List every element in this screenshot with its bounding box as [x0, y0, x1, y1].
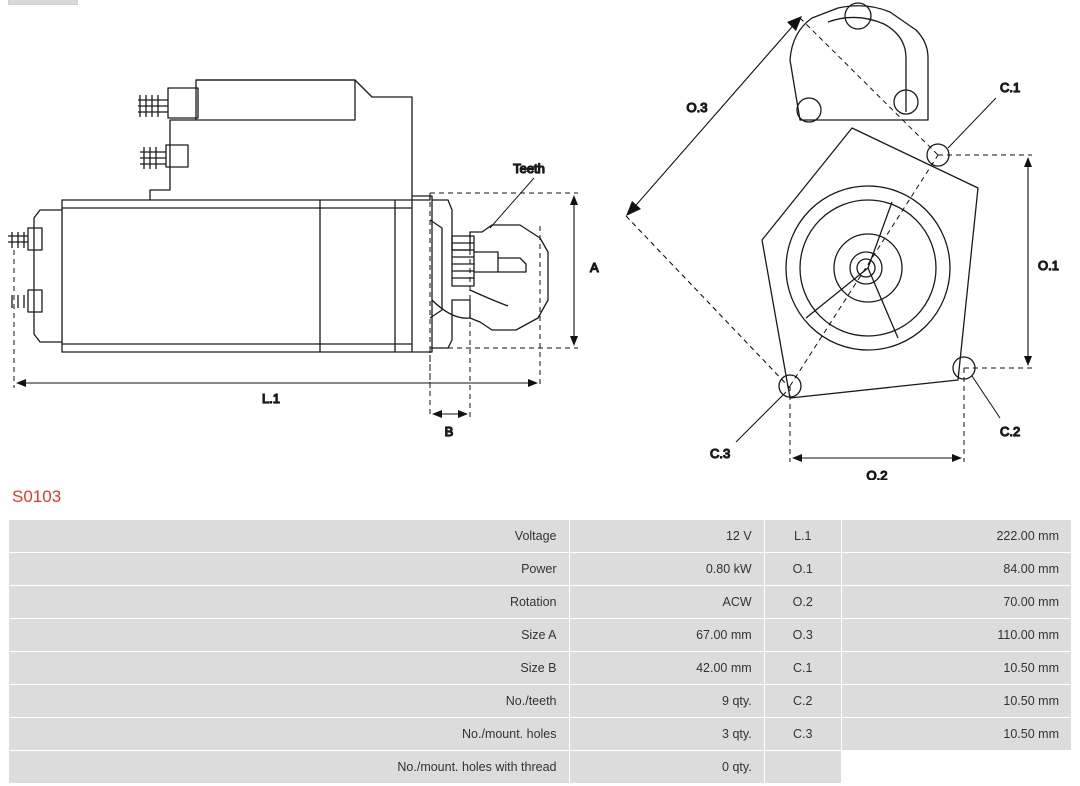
spec-dimension-empty — [841, 751, 1071, 784]
solenoid-top-box — [196, 80, 355, 120]
spec-code: O.3 — [764, 619, 841, 652]
spec-dimension: 84.00 mm — [841, 553, 1071, 586]
label-A: A — [590, 260, 599, 275]
spec-label: Power — [9, 553, 570, 586]
table-row — [9, 520, 1072, 553]
spec-label: Size A — [9, 619, 570, 652]
spec-value: 42.00 mm — [569, 652, 764, 685]
table-row — [9, 652, 1072, 685]
table-row — [9, 586, 1072, 619]
spec-dimension: 10.50 mm — [841, 685, 1071, 718]
spec-value: 0.80 kW — [569, 553, 764, 586]
drive-nose-outline — [432, 200, 548, 348]
dimension-A — [570, 195, 578, 346]
spec-value: 3 qty. — [569, 718, 764, 751]
label-O3: O.3 — [686, 100, 708, 115]
dimension-O2 — [792, 454, 962, 462]
part-number: S0103 — [12, 487, 62, 506]
specifications-table-body — [9, 520, 1072, 784]
spec-value: 12 V — [569, 520, 764, 553]
spec-code-empty — [764, 751, 841, 784]
table-row — [9, 553, 1072, 586]
spec-code: C.1 — [764, 652, 841, 685]
label-C1: C.1 — [1000, 80, 1021, 95]
solenoid-stud-top — [845, 3, 871, 29]
spec-code: O.2 — [764, 586, 841, 619]
spec-dimension: 110.00 mm — [841, 619, 1071, 652]
c3-leader-line — [736, 392, 786, 442]
dimension-B — [432, 410, 468, 418]
front-solenoid-outline — [790, 6, 928, 120]
table-row — [9, 718, 1072, 751]
solenoid-terminal-block-1 — [168, 88, 198, 118]
spec-dimension: 10.50 mm — [841, 718, 1071, 751]
spec-label: No./mount. holes — [9, 718, 570, 751]
c2-leader-line — [972, 376, 1000, 418]
label-O1: O.1 — [1038, 258, 1059, 273]
label-L1: L.1 — [261, 391, 281, 406]
rear-end-cap — [34, 210, 62, 342]
dimension-L1 — [16, 379, 538, 387]
spec-code: O.1 — [764, 553, 841, 586]
teeth-leader-line — [490, 178, 534, 228]
table-row — [9, 751, 1072, 784]
spec-label: Voltage — [9, 520, 570, 553]
drive-housing-flange — [412, 196, 432, 352]
label-C2: C.2 — [1000, 424, 1021, 439]
table-row — [9, 685, 1072, 718]
table-row — [9, 619, 1072, 652]
spec-dimension: 10.50 mm — [841, 652, 1071, 685]
c1-leader-line — [948, 98, 996, 148]
label-O2: O.2 — [866, 468, 888, 480]
spec-value: 9 qty. — [569, 685, 764, 718]
spec-code: L.1 — [764, 520, 841, 553]
label-C3: C.3 — [710, 446, 731, 461]
spec-value: 0 qty. — [569, 751, 764, 784]
spec-label: Rotation — [9, 586, 570, 619]
spec-label: No./teeth — [9, 685, 570, 718]
dimension-O3 — [626, 16, 802, 388]
label-B: B — [444, 424, 454, 439]
label-teeth: Teeth — [513, 161, 545, 176]
spec-label: Size B — [9, 652, 570, 685]
solenoid-outline — [196, 80, 430, 200]
dimension-O1 — [1024, 157, 1032, 366]
spec-value: 67.00 mm — [569, 619, 764, 652]
spec-value: ACW — [569, 586, 764, 619]
spec-dimension: 222.00 mm — [841, 520, 1071, 553]
specifications-table — [8, 519, 1072, 784]
solenoid-bolt-left — [797, 98, 821, 122]
solenoid-terminal-block-2 — [166, 145, 188, 167]
motor-body — [62, 200, 412, 352]
spec-label: No./mount. holes with thread — [9, 751, 570, 784]
spec-code: C.3 — [764, 718, 841, 751]
spec-dimension: 70.00 mm — [841, 586, 1071, 619]
spec-code: C.2 — [764, 685, 841, 718]
